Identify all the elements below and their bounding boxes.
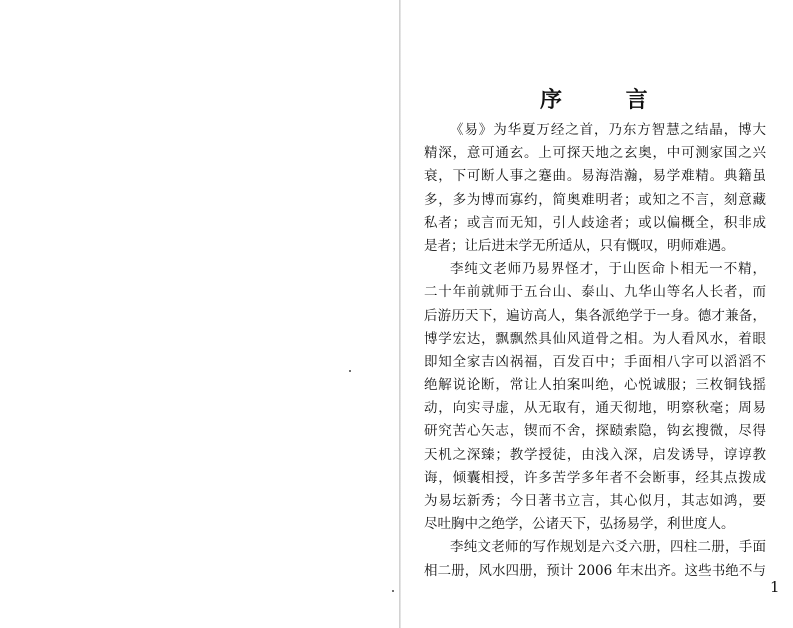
text-line: 精深，意可通玄。上可探天地之玄奥，中可测家国之兴 xyxy=(424,145,766,162)
text-line: 研究苦心矢志，锲而不舍，探赜索隐，钩玄搜微，尽得 xyxy=(424,423,766,440)
text-line: 即知全家吉凶祸福，百发百中；手面相八字可以滔滔不 xyxy=(424,353,766,370)
text-line: 是者；让后进末学无所适从，只有慨叹，明师难遇。 xyxy=(424,237,735,254)
text-line: 私者；或言而无知，引人歧途者；或以偏概全，积非成 xyxy=(424,214,766,231)
page-number: 1 xyxy=(770,578,780,596)
text-line: 绝解说论断，常让人拍案叫绝，心悦诚服；三枚铜钱摇 xyxy=(424,377,766,394)
text-line: 二十年前就师于五台山、泰山、九华山等名人长者，而 xyxy=(424,284,766,301)
scan-speck xyxy=(349,370,351,372)
text-line: 多，多为博而寡约，简奥难明者；或知之不言，刻意藏 xyxy=(424,191,766,208)
text-line: 博学宏达，飘飘然具仙风道骨之相。为人看风水，着眼 xyxy=(424,330,766,347)
text-line: 李纯文老师的写作规划是六爻六册，四柱二册，手面 xyxy=(450,539,766,556)
text-line: 李纯文老师乃易界怪才，于山医命卜相无一不精， xyxy=(450,261,766,278)
body-text xyxy=(424,119,766,583)
text-line: 衰，下可断人事之蹇曲。易海浩瀚，易学难精。典籍虽 xyxy=(424,168,766,185)
page-gutter xyxy=(399,0,401,628)
text-line: 动，向实寻虚，从无取有，通天彻地，明察秋毫；周易 xyxy=(424,400,766,417)
text-line: 《易》为华夏万经之首，乃东方智慧之结晶，博大 xyxy=(450,122,766,138)
text-line: 相二册，风水四册，预计 2006 年末出齐。这些书绝不与 xyxy=(424,562,766,579)
text-line: 后游历天下，遍访高人，集各派绝学于一身。德才兼备， xyxy=(424,307,766,324)
text-line: 诲，倾囊相授，许多苦学多年者不会断事，经其点拨成 xyxy=(424,469,766,486)
text-line: 尽吐胸中之绝学，公诸天下，弘扬易学，利世度人。 xyxy=(424,516,735,533)
scan-speck xyxy=(392,590,394,592)
text-line: 为易坛新秀；今日著书立言，其心似月，其志如鸿，要 xyxy=(424,493,766,509)
text-line: 天机之深臻；教学授徒，由浅入深，启发诱导，谆谆教 xyxy=(424,446,766,463)
page-title: 序 言 xyxy=(540,86,676,113)
